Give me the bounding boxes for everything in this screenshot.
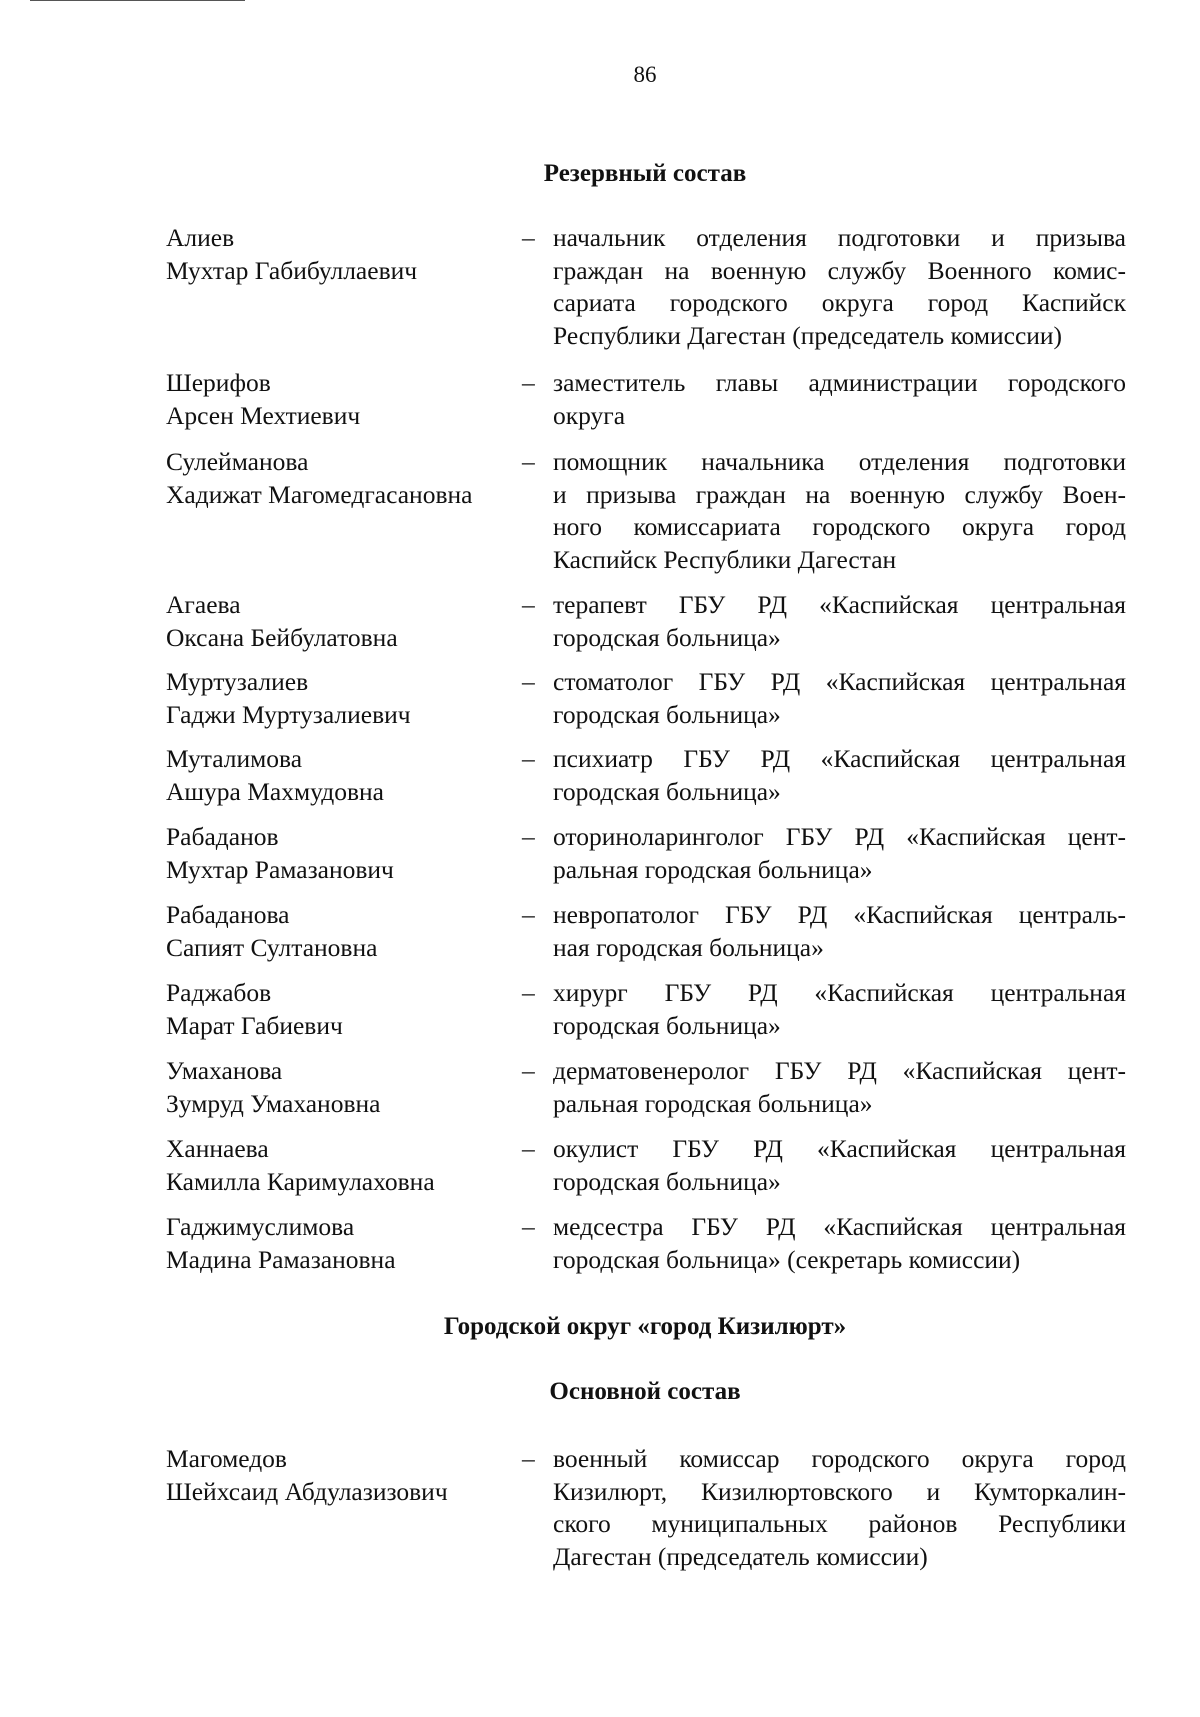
member-surname: Рабаданов <box>166 822 279 851</box>
member-surname: Сулейманова <box>166 447 309 476</box>
member-surname: Гаджимуслимова <box>166 1212 355 1241</box>
member-given-name: Мадина Рамазановна <box>166 1244 396 1274</box>
section-title-district: Городской округ «город Кизилюрт» <box>443 1313 847 1340</box>
member-role-line: ского муниципальных районов Республики <box>553 1509 1126 1538</box>
member-role-line: и призыва граждан на военную службу Воен- <box>553 479 1126 509</box>
member-role-line: окулист ГБУ РД «Каспийская центральная <box>553 1134 1126 1163</box>
member-role-line: ральная городская больница» <box>553 1088 873 1118</box>
member-given-name: Гаджи Муртузалиевич <box>166 699 411 729</box>
member-dash: – <box>522 667 535 696</box>
member-name <box>166 1211 511 1276</box>
member-role-line: городская больница» (секретарь комиссии) <box>553 1244 1021 1274</box>
member-role-line: городская больница» <box>553 622 781 652</box>
member-role-line: стоматолог ГБУ РД «Каспийская центральная <box>553 667 1126 696</box>
member-role-line: граждан на военную службу Военного комис- <box>553 255 1126 285</box>
member-name <box>166 1443 511 1508</box>
member-given-name: Марат Габиевич <box>166 1010 343 1040</box>
member-given-name: Мухтар Рамазанович <box>166 854 394 884</box>
member-name <box>166 743 511 808</box>
member-role-line: оториноларинголог ГБУ РД «Каспийская цент- <box>553 822 1126 851</box>
member-role <box>553 977 1126 1042</box>
member-role-line: городская больница» <box>553 699 781 729</box>
member-surname: Муртузалиев <box>166 667 309 696</box>
member-role-line: ральная городская больница» <box>553 854 873 884</box>
member-role <box>553 589 1126 654</box>
member-role <box>553 1211 1126 1276</box>
member-role <box>553 1443 1126 1573</box>
member-name <box>166 1055 511 1120</box>
member-surname: Умаханова <box>166 1056 283 1085</box>
member-role <box>553 899 1126 964</box>
member-dash: – <box>522 1056 535 1085</box>
member-role-line: Дагестан (председатель комиссии) <box>553 1541 928 1571</box>
member-role-line: сариата городского округа город Каспийск <box>553 288 1126 317</box>
member-name <box>166 666 511 731</box>
member-name <box>166 222 511 287</box>
member-dash: – <box>522 368 535 397</box>
member-given-name: Ашура Махмудовна <box>166 776 384 806</box>
member-role-line: начальник отделения подготовки и призыва <box>553 223 1126 252</box>
member-dash: – <box>522 1134 535 1163</box>
member-role-line: психиатр ГБУ РД «Каспийская центральная <box>553 744 1126 773</box>
member-role-line: хирург ГБУ РД «Каспийская центральная <box>553 978 1126 1007</box>
member-dash: – <box>522 744 535 773</box>
member-role-line: городская больница» <box>553 1166 781 1196</box>
member-role-line: городская больница» <box>553 776 781 806</box>
member-role <box>553 1055 1126 1120</box>
member-role-line: заместитель главы администрации городского <box>553 368 1126 397</box>
member-role-line: ного комиссариата городского округа город <box>553 512 1126 541</box>
member-role-line: ная городская больница» <box>553 932 824 962</box>
member-role-line: Кизилюрт, Кизилюртовского и Кумторкалин- <box>553 1476 1126 1506</box>
member-role-line: терапевт ГБУ РД «Каспийская центральная <box>553 590 1126 619</box>
member-dash: – <box>522 590 535 619</box>
member-given-name: Хадижат Магомедгасановна <box>166 479 473 509</box>
member-given-name: Сапият Султановна <box>166 932 378 962</box>
member-surname: Алиев <box>166 223 235 252</box>
member-role-line: невропатолог ГБУ РД «Каспийская централь- <box>553 900 1126 929</box>
member-name <box>166 446 511 511</box>
member-given-name: Камилла Каримулаховна <box>166 1166 435 1196</box>
member-given-name: Оксана Бейбулатовна <box>166 622 398 652</box>
member-dash: – <box>522 447 535 476</box>
section-title-main: Основной состав <box>549 1378 741 1405</box>
member-given-name: Арсен Мехтиевич <box>166 400 361 430</box>
member-dash: – <box>522 1212 535 1241</box>
member-surname: Раджабов <box>166 978 272 1007</box>
page-number: 86 <box>633 62 657 87</box>
member-dash: – <box>522 978 535 1007</box>
member-name <box>166 589 511 654</box>
member-role-line: военный комиссар городского округа город <box>553 1444 1126 1473</box>
member-name <box>166 821 511 886</box>
member-role <box>553 222 1126 352</box>
member-surname: Ханнаева <box>166 1134 269 1163</box>
member-role <box>553 743 1126 808</box>
member-role <box>553 1133 1126 1198</box>
section-title-reserve: Резервный состав <box>543 160 747 187</box>
scan-edge-line <box>30 0 245 1</box>
member-name <box>166 977 511 1042</box>
member-dash: – <box>522 223 535 252</box>
member-role <box>553 821 1126 886</box>
member-surname: Муталимова <box>166 744 303 773</box>
member-given-name: Шейхсаид Абдулазизович <box>166 1476 448 1506</box>
member-role <box>553 446 1126 576</box>
member-dash: – <box>522 900 535 929</box>
member-role <box>553 367 1126 432</box>
member-given-name: Мухтар Габибуллаевич <box>166 255 418 285</box>
member-surname: Рабаданова <box>166 900 290 929</box>
member-role-line: Республики Дагестан (председатель комиссии) <box>553 320 1063 350</box>
member-surname: Шерифов <box>166 368 271 397</box>
member-role-line: медсестра ГБУ РД «Каспийская центральная <box>553 1212 1126 1241</box>
member-name <box>166 899 511 964</box>
member-dash: – <box>522 1444 535 1473</box>
member-role <box>553 666 1126 731</box>
member-role-line: городская больница» <box>553 1010 781 1040</box>
member-role-line: Каспийск Республики Дагестан <box>553 544 897 574</box>
member-surname: Магомедов <box>166 1444 287 1473</box>
member-role-line: помощник начальника отделения подготовки <box>553 447 1126 476</box>
member-name <box>166 367 511 432</box>
member-role-line: дерматовенеролог ГБУ РД «Каспийская цент- <box>553 1056 1126 1085</box>
member-given-name: Зумруд Умахановна <box>166 1088 381 1118</box>
member-name <box>166 1133 511 1198</box>
member-dash: – <box>522 822 535 851</box>
member-surname: Агаева <box>166 590 241 619</box>
member-role-line: округа <box>553 400 626 430</box>
